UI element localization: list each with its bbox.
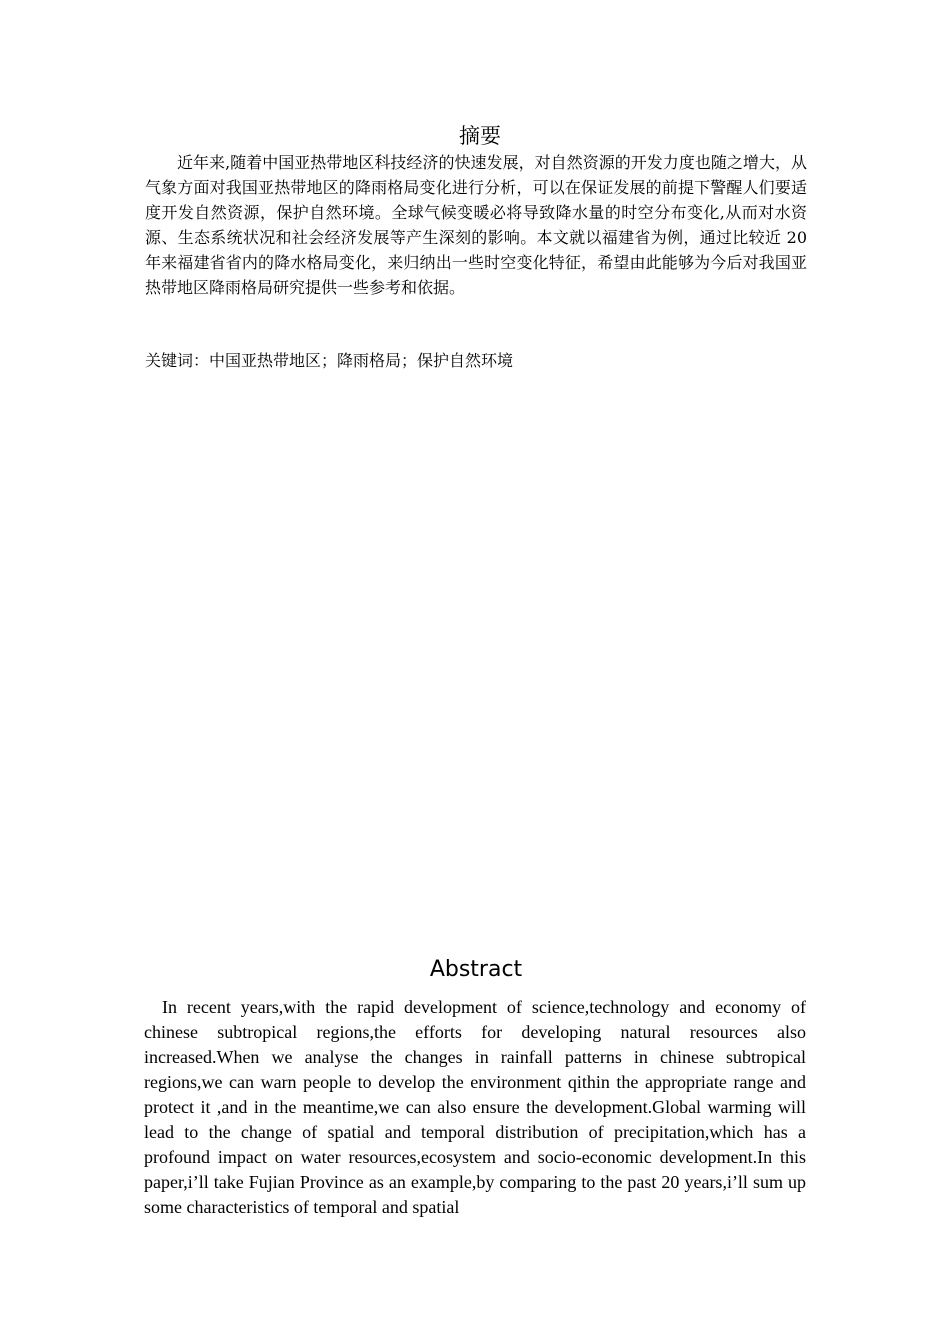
english-abstract-body: In recent years,with the rapid development of science,technology and economy of chinese subtropical regions,the efforts for developing natural resources also increased.When we analyse the changes in rainfall patterns in chinese subtropical regions,we can warn people to develop the environment qithin the appropriate range and protect it ,and in the meantime,we can also ensure the development.Global warming will lead to the change of spatial and temporal distribution of precipitation,which has a profound impact on water resources,ecosystem and socio-economic development.In this paper,i’ll take Fujian Province as an example,by comparing to the past 20 years,i’ll sum up some characteristics of temporal and spatial [144, 997, 806, 1217]
chinese-abstract-body: 近年来,随着中国亚热带地区科技经济的快速发展，对自然资源的开发力度也随之增大，从气象方面对我国亚热带地区的降雨格局变化进行分析，可以在保证发展的前提下警醒人们要适度开发自然资源，保护自然环境。全球气候变暖必将导致降水量的时空分布变化,从而对水资源、生态系统状况和社会经济发展等产生深刻的影响。本文就以福建省为例，通过比较近 20 年来福建省省内的降水格局变化，来归纳出一些时空变化特征，希望由此能够为今后对我国亚热带地区降雨格局研究提供一些参考和依据。 [145, 153, 807, 297]
keywords-rest: 保护自然环境 [417, 351, 514, 370]
english-abstract-title: Abstract [429, 957, 523, 982]
chinese-keywords [145, 348, 807, 374]
keywords-label: 关键词： [145, 351, 210, 370]
keywords-main: 中国亚热带地区；降雨格局； [209, 351, 418, 370]
chinese-abstract-title: 摘要 [459, 124, 501, 148]
